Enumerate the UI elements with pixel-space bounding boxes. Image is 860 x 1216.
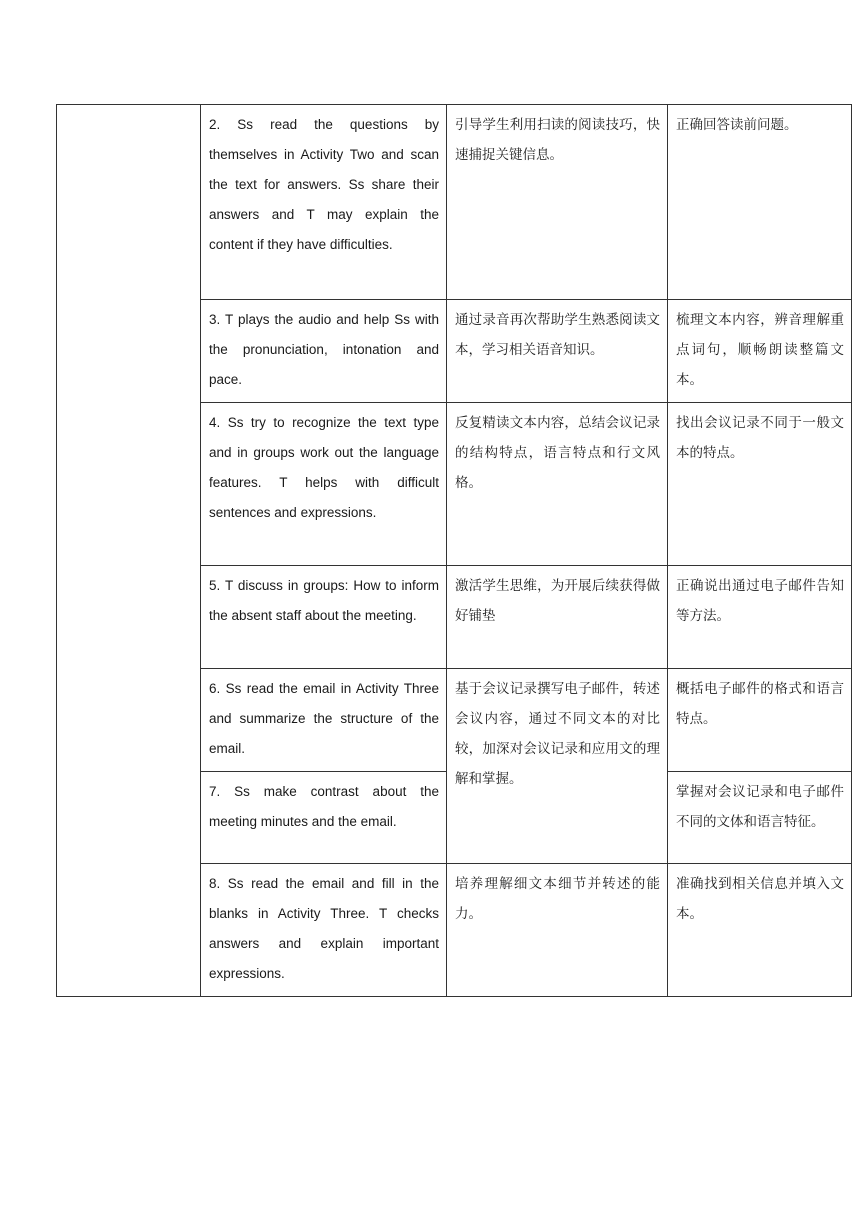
activity-cell: 5. T discuss in groups: How to inform the absent staff about the meeting. [201,566,447,669]
lesson-plan-table [56,104,852,997]
purpose-cell: 反复精读文本内容，总结会议记录的结构特点，语言特点和行文风格。 [447,403,668,566]
effect-cell: 正确说出通过电子邮件告知等方法。 [668,566,852,669]
effect-cell: 找出会议记录不同于一般文本的特点。 [668,403,852,566]
purpose-cell: 激活学生思维，为开展后续获得做好铺垫 [447,566,668,669]
table-row [57,105,852,300]
activity-cell: 6. Ss read the email in Activity Three and summarize the structure of the email. [201,669,447,772]
effect-cell: 梳理文本内容，辨音理解重点词句，顺畅朗读整篇文本。 [668,300,852,403]
activity-cell: 4. Ss try to recognize the text type and in groups work out the language features. T helps with difficult sentences and expressions. [201,403,447,566]
effect-cell: 掌握对会议记录和电子邮件不同的文体和语言特征。 [668,772,852,864]
activity-cell: 2. Ss read the questions by themselves in Activity Two and scan the text for answers. Ss share their answers and T may explain the content if they have difficulties. [201,105,447,300]
purpose-cell: 基于会议记录撰写电子邮件，转述会议内容，通过不同文本的对比较，加深对会议记录和应用文的理解和掌握。 [447,669,668,864]
purpose-cell: 引导学生利用扫读的阅读技巧，快速捕捉关键信息。 [447,105,668,300]
effect-cell: 准确找到相关信息并填入文本。 [668,864,852,997]
activity-cell: 7. Ss make contrast about the meeting minutes and the email. [201,772,447,864]
purpose-cell: 培养理解细文本细节并转述的能力。 [447,864,668,997]
activity-cell: 8. Ss read the email and fill in the blanks in Activity Three. T checks answers and explain important expressions. [201,864,447,997]
stage-cell [57,105,201,997]
activity-cell: 3. T plays the audio and help Ss with the pronunciation, intonation and pace. [201,300,447,403]
effect-cell: 正确回答读前问题。 [668,105,852,300]
purpose-cell: 通过录音再次帮助学生熟悉阅读文本，学习相关语音知识。 [447,300,668,403]
effect-cell: 概括电子邮件的格式和语言特点。 [668,669,852,772]
